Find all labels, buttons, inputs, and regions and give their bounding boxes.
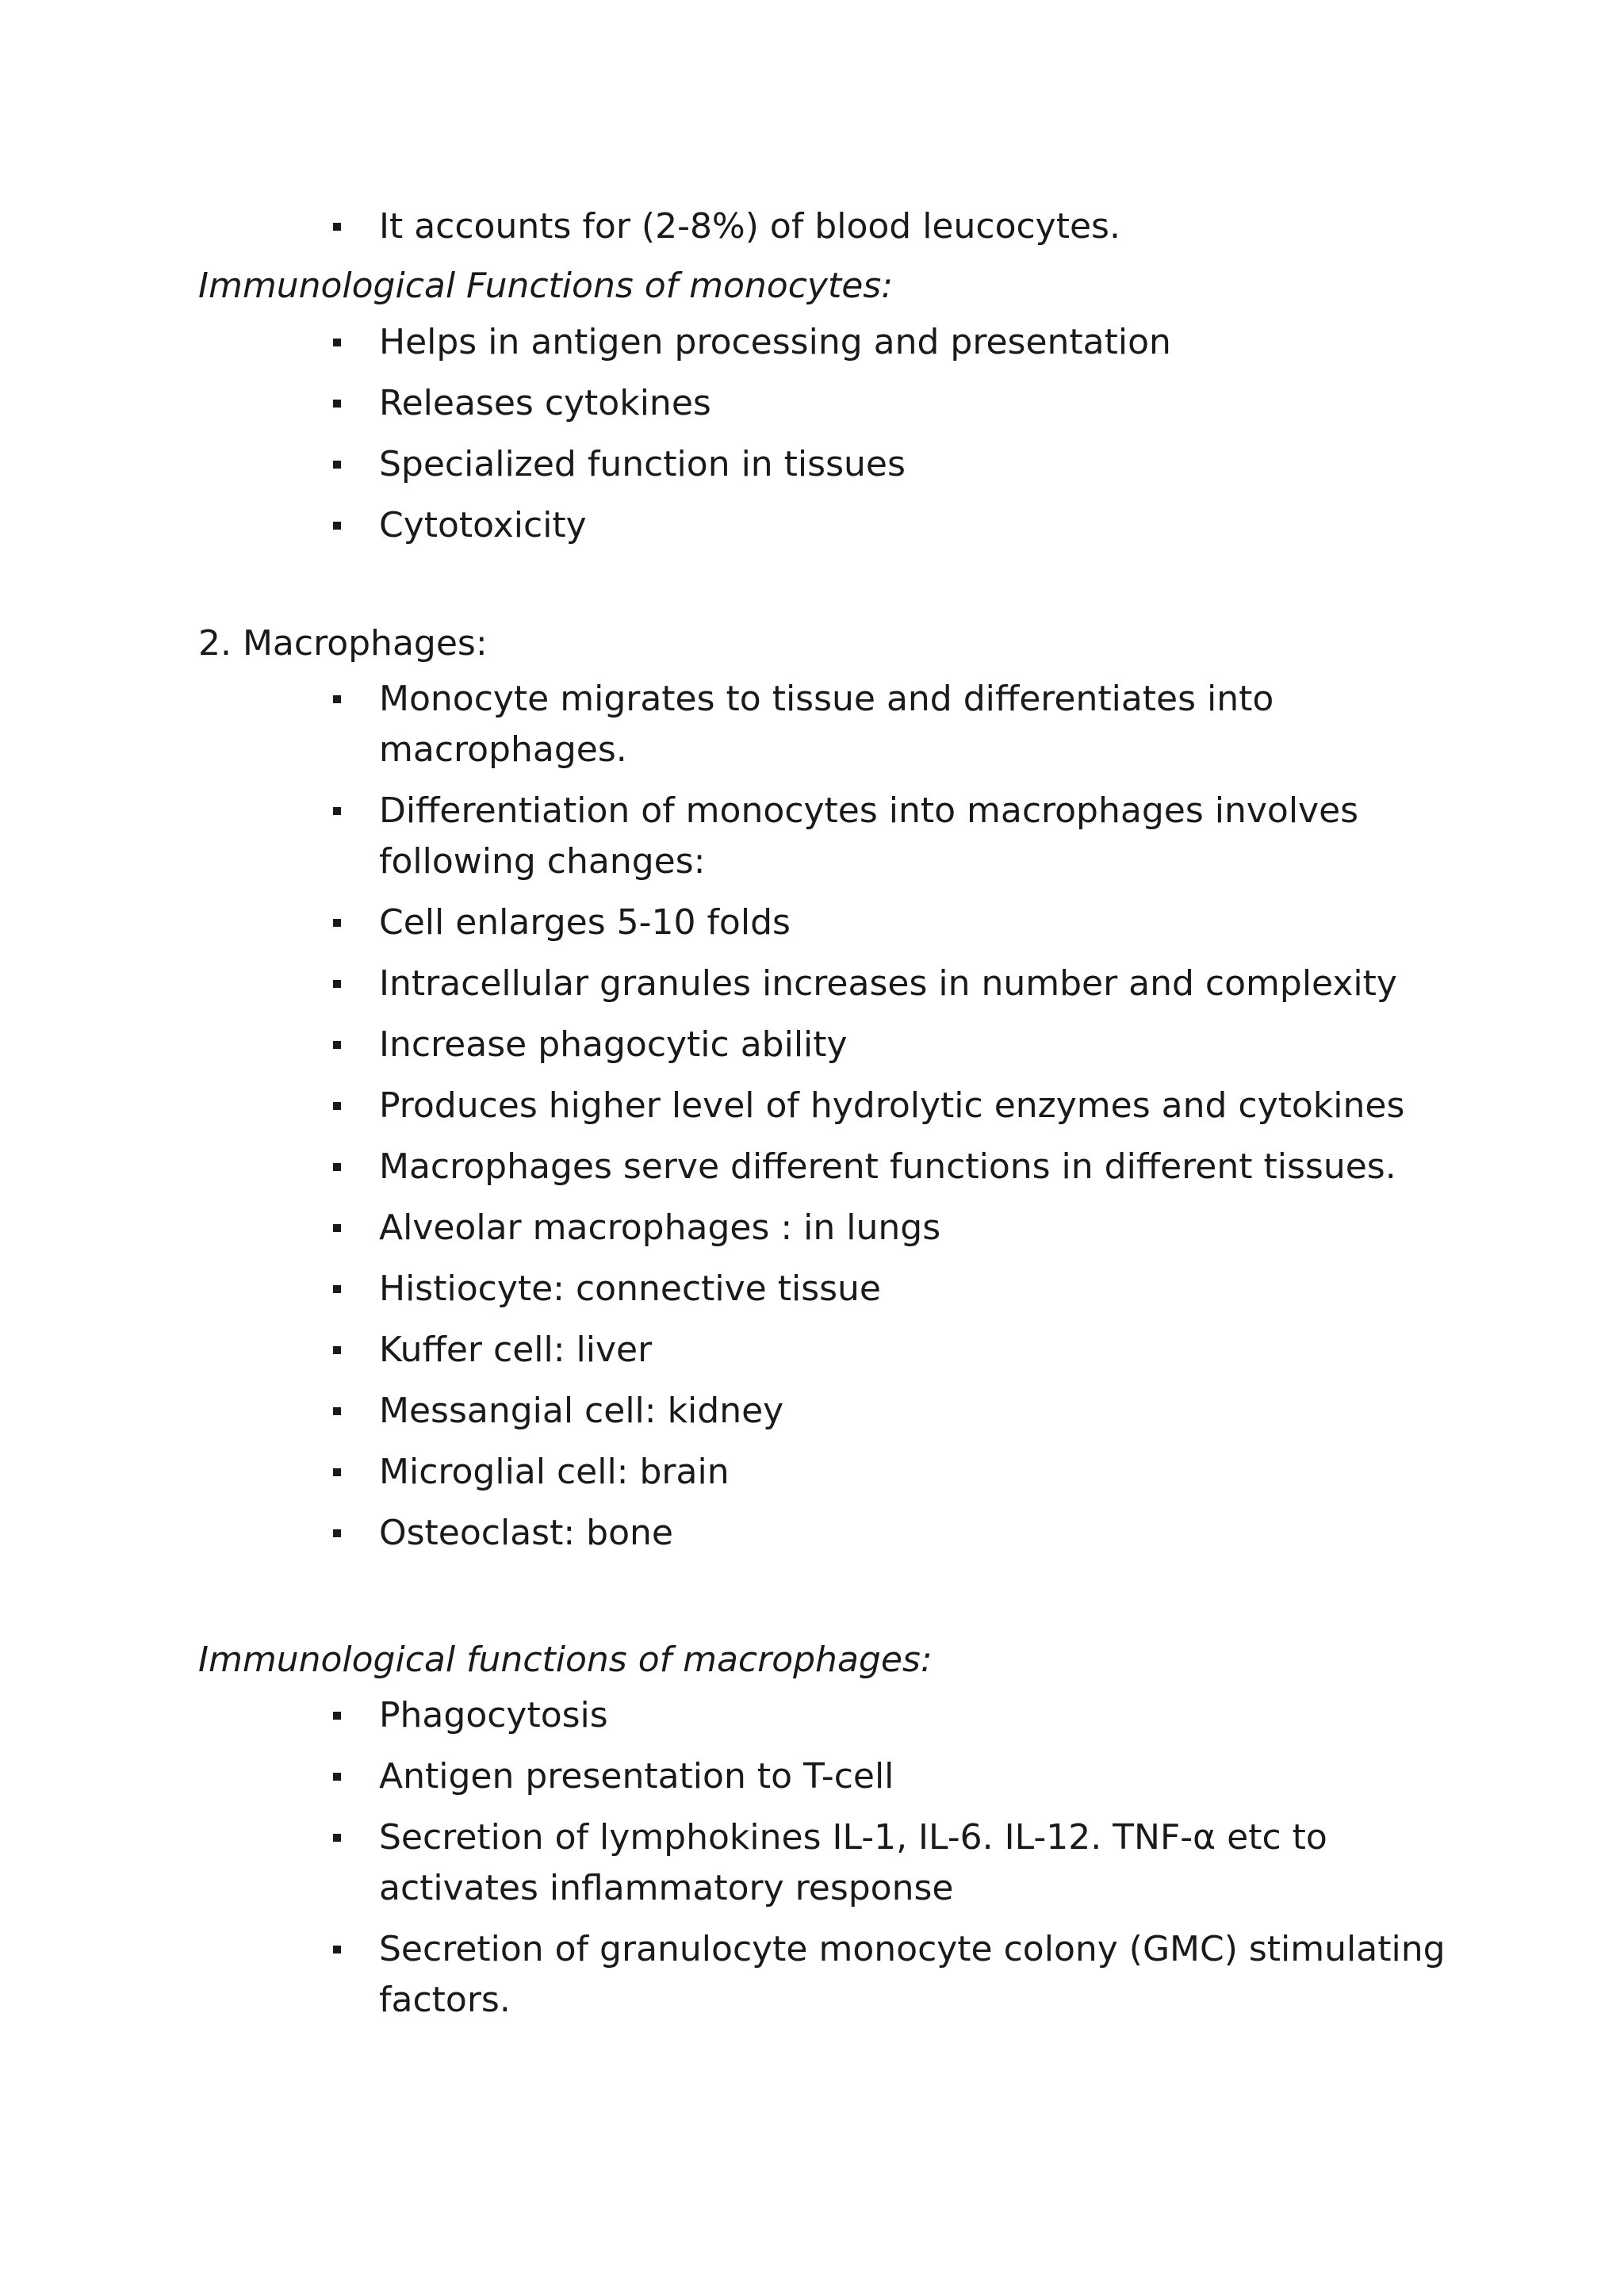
list-item-text: Produces higher level of hydrolytic enzymes and cytokines [379, 1085, 1405, 1126]
macrophages-heading: 2. Macrophages: [198, 623, 488, 664]
list-item-text: Helps in antigen processing and presentation [379, 322, 1171, 362]
list-item-text: Phagocytosis [379, 1695, 608, 1735]
macrophages-list [0, 674, 1624, 1569]
bullet-icon [333, 1102, 341, 1110]
macrophage-functions-heading: Immunological functions of macrophages: [198, 1640, 933, 1680]
list-item [0, 786, 1450, 887]
monocyte-functions-heading: Immunological Functions of monocytes: [198, 266, 894, 306]
list-item [0, 897, 1450, 948]
list-item-text: Monocyte migrates to tissue and differentiates into macrophages. [379, 679, 1274, 770]
bullet-icon [333, 1224, 341, 1232]
list-item [0, 1264, 1450, 1314]
list-item-text: Specialized function in tissues [379, 444, 906, 484]
list-item [0, 378, 1450, 429]
bullet-icon [333, 461, 341, 469]
bullet-icon [333, 522, 341, 530]
intro-list [0, 201, 1624, 262]
bullet-icon [333, 400, 341, 408]
list-item-text: Secretion of granulocyte monocyte colony (GMC) stimulating factors. [379, 1929, 1446, 2020]
list-item-text: Histiocyte: connective tissue [379, 1269, 881, 1309]
list-item-text: Secretion of lymphokines IL-1, IL-6. IL-12. TNF-α etc to activates inflammatory response [379, 1817, 1327, 1908]
list-item [0, 1142, 1450, 1192]
list-item [0, 959, 1450, 1009]
list-item [0, 1325, 1450, 1376]
bullet-icon [333, 807, 341, 815]
list-item [0, 1081, 1450, 1131]
list-item-text: Cell enlarges 5-10 folds [379, 902, 791, 943]
list-item [0, 1508, 1450, 1559]
bullet-icon [333, 1834, 341, 1842]
list-item [0, 201, 1450, 252]
list-item [0, 317, 1450, 368]
bullet-icon [333, 1946, 341, 1954]
list-item-text: Alveolar macrophages : in lungs [379, 1207, 941, 1248]
list-item-text: Kuffer cell: liver [379, 1330, 653, 1370]
bullet-icon [333, 1773, 341, 1781]
list-item [0, 1020, 1450, 1070]
bullet-icon [333, 339, 341, 346]
list-item-text: Increase phagocytic ability [379, 1024, 848, 1065]
list-item-text: Messangial cell: kidney [379, 1391, 784, 1431]
monocyte-functions-list [0, 317, 1624, 561]
macrophage-functions-list [0, 1690, 1624, 2036]
bullet-icon [333, 1163, 341, 1171]
list-item-text: Macrophages serve different functions in different tissues. [379, 1146, 1396, 1187]
bullet-icon [333, 919, 341, 927]
list-item [0, 1203, 1450, 1253]
list-item [0, 1751, 1450, 1802]
bullet-icon [333, 1407, 341, 1415]
bullet-icon [333, 1712, 341, 1720]
list-item [0, 674, 1450, 775]
list-item-text: Antigen presentation to T-cell [379, 1756, 894, 1797]
bullet-icon [333, 1468, 341, 1476]
list-item [0, 1386, 1450, 1437]
list-item-text: Releases cytokines [379, 383, 711, 423]
bullet-icon [333, 1041, 341, 1049]
bullet-icon [333, 695, 341, 703]
bullet-icon [333, 223, 341, 231]
list-item [0, 1447, 1450, 1498]
list-item [0, 500, 1450, 551]
bullet-icon [333, 1285, 341, 1293]
bullet-icon [333, 980, 341, 988]
bullet-icon [333, 1529, 341, 1537]
list-item-text: Intracellular granules increases in number and complexity [379, 963, 1397, 1004]
list-item [0, 439, 1450, 490]
list-item-text: Microglial cell: brain [379, 1452, 730, 1492]
list-item-text: It accounts for (2-8%) of blood leucocytes. [379, 206, 1120, 247]
list-item-text: Cytotoxicity [379, 505, 587, 545]
list-item [0, 1690, 1450, 1741]
list-item-text: Osteoclast: bone [379, 1513, 673, 1553]
list-item [0, 1924, 1450, 2026]
bullet-icon [333, 1346, 341, 1354]
list-item-text: Differentiation of monocytes into macrophages involves following changes: [379, 790, 1359, 882]
list-item [0, 1812, 1450, 1914]
